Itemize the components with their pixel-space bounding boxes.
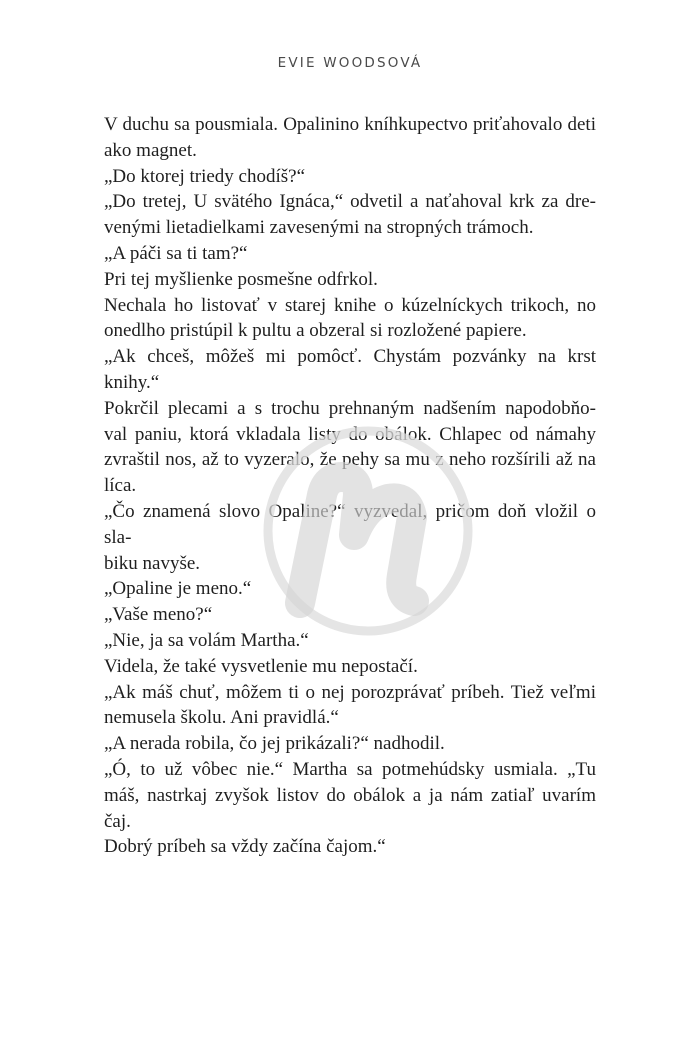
paragraph: [104, 576, 596, 602]
text-line: biku navyše.: [104, 552, 201, 574]
paragraph: [104, 654, 596, 680]
text-line: Videla, že také vysvetlenie mu nepostačí.: [104, 655, 418, 677]
text-line: Dobrý príbeh sa vždy začína čajom.“: [104, 836, 386, 858]
paragraph: [104, 293, 596, 345]
paragraph: [104, 602, 596, 628]
text-line: „Do tretej, U svätého Ignáca,“ odvetil a naťahoval krk za dre-: [104, 191, 596, 213]
text-line: „Čo znamená slovo Opaline?“ vyzvedal, pričom doň vložil o sla-: [104, 500, 596, 548]
text-line: Pokrčil plecami a s trochu prehnaným nadšením napodobňo-: [104, 397, 596, 419]
text-line: ako magnet.: [104, 139, 197, 161]
paragraph: [104, 189, 596, 241]
paragraph: [104, 344, 596, 396]
paragraph: [104, 680, 596, 732]
paragraph: [104, 241, 596, 267]
text-line: V duchu sa pousmiala. Opalinino kníhkupectvo priťahovalo deti: [104, 114, 596, 135]
text-line: „Ak chceš, môžeš mi pomôcť. Chystám pozvánky na krst: [104, 346, 596, 368]
text-line: Pri tej myšlienke posmešne odfrkol.: [104, 268, 378, 290]
paragraph: [104, 112, 596, 164]
text-line: líca.: [104, 475, 137, 497]
paragraph: [104, 499, 596, 576]
paragraph: [104, 396, 596, 499]
paragraph: [104, 267, 596, 293]
paragraph: [104, 757, 596, 860]
running-header: EVIE WOODSOVÁ: [277, 55, 423, 71]
text-line: val paniu, ktorá vkladala listy do obálok. Chlapec od námahy: [104, 423, 596, 445]
text-line: knihy.“: [104, 371, 160, 393]
text-line: nemusela školu. Ani pravidlá.“: [104, 707, 339, 729]
paragraph: [104, 731, 596, 757]
text-line: „Ó, to už vôbec nie.“ Martha sa potmehúdsky usmiala. „Tu: [104, 758, 596, 780]
text-line: venými lietadielkami zavesenými na stropných trámoch.: [104, 217, 534, 239]
text-line: „Opaline je meno.“: [104, 578, 252, 600]
text-line: „A nerada robila, čo jej prikázali?“ nadhodil.: [104, 733, 445, 755]
paragraph: [104, 164, 596, 190]
body-text: [104, 112, 596, 860]
text-line: onedlho pristúpil k pultu a obzeral si rozložené papiere.: [104, 320, 527, 342]
text-line: „Do ktorej triedy chodíš?“: [104, 165, 306, 187]
text-line: máš, nastrkaj zvyšok listov do obálok a ja nám zatiaľ uvarím čaj.: [104, 784, 596, 832]
text-line: „Vaše meno?“: [104, 604, 213, 626]
text-line: „Ak máš chuť, môžem ti o nej porozprávať príbeh. Tiež veľmi: [104, 681, 596, 703]
text-line: zvraštil nos, až to vyzeralo, že pehy sa mu z neho rozšírili až na: [104, 449, 596, 471]
paragraph: [104, 628, 596, 654]
text-line: „A páči sa ti tam?“: [104, 242, 248, 264]
text-line: Nechala ho listovať v starej knihe o kúzelníckych trikoch, no: [104, 294, 596, 316]
text-line: „Nie, ja sa volám Martha.“: [104, 629, 309, 651]
